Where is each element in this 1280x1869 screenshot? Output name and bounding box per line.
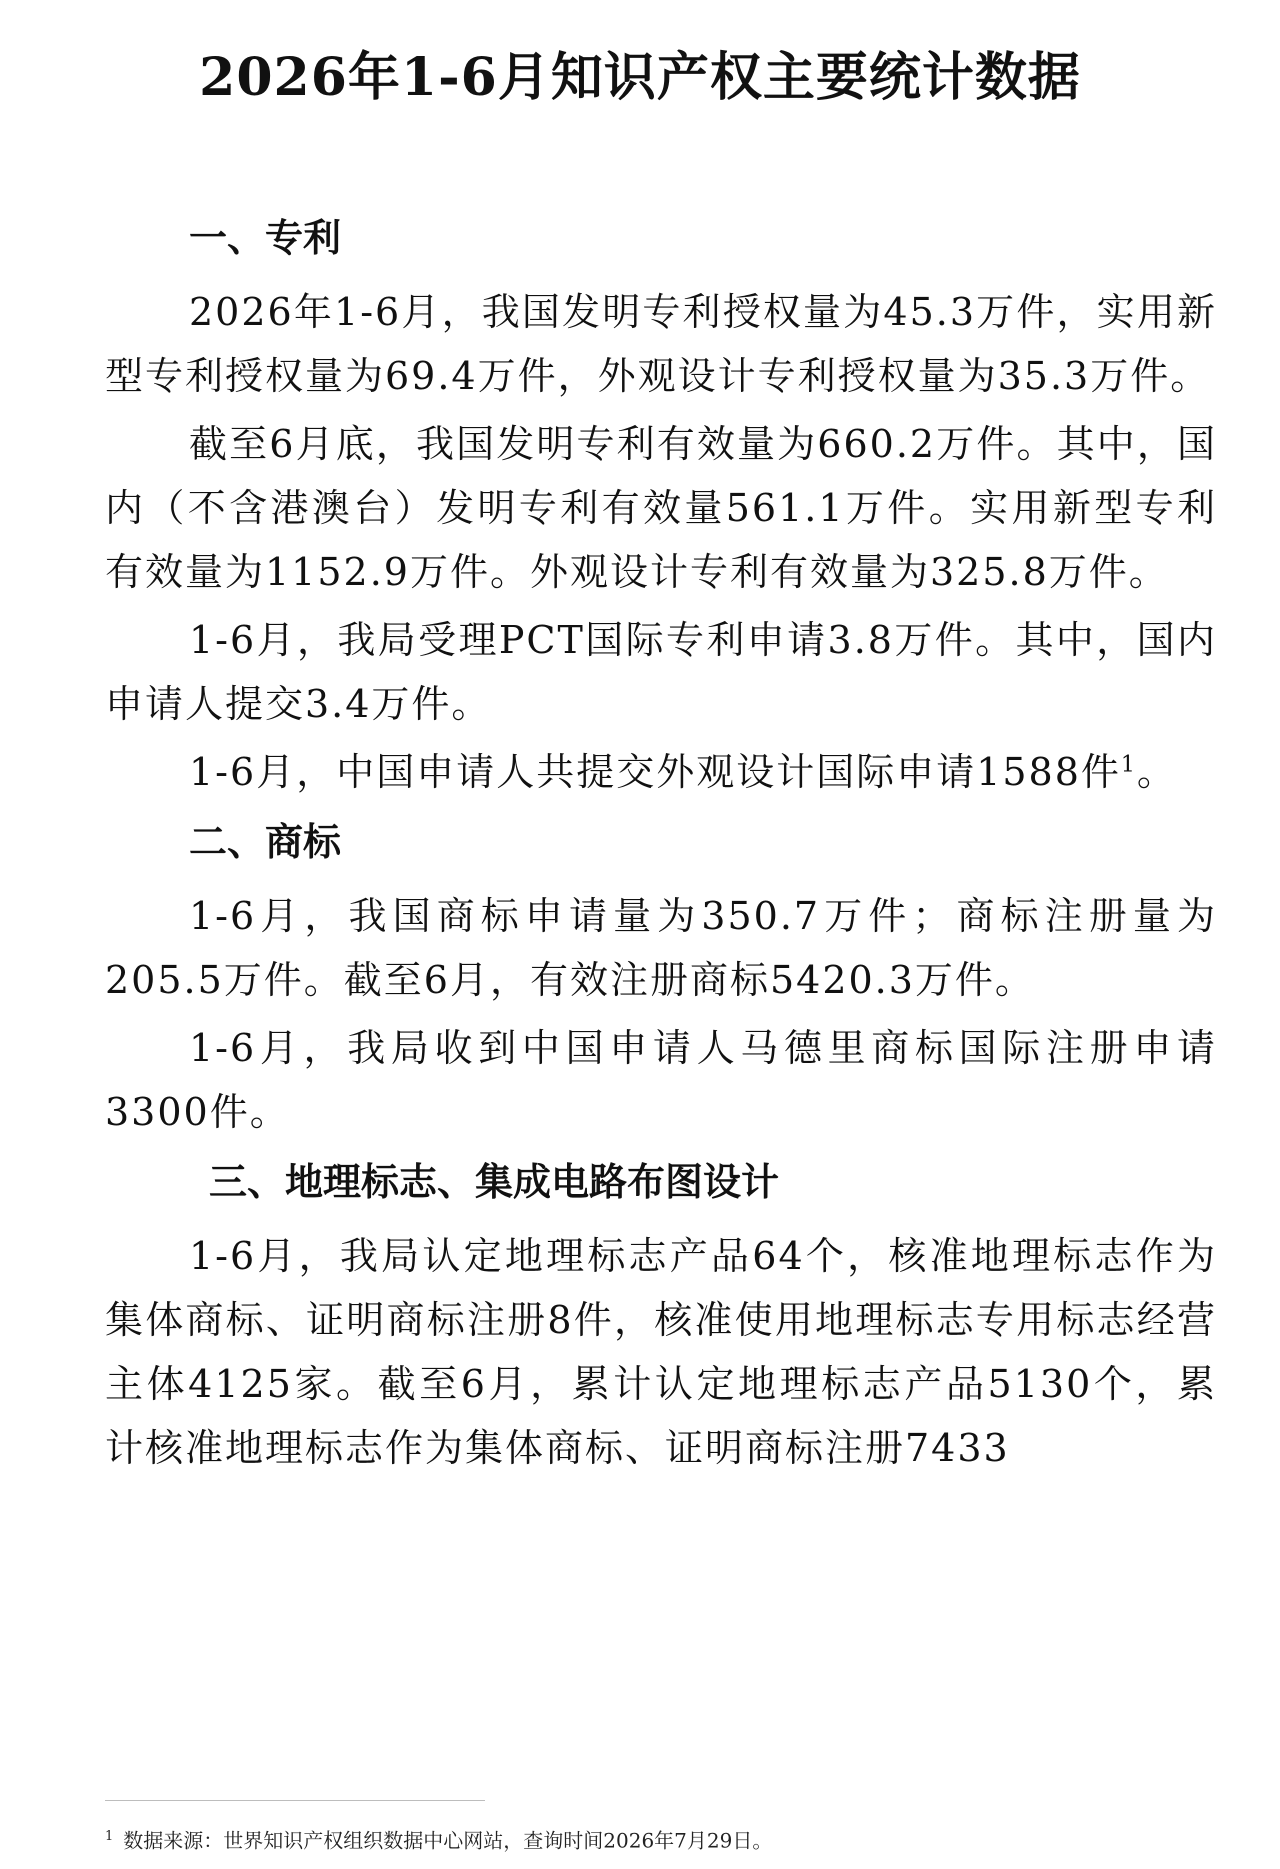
madrid-application-paragraph: 1-6月，我局收到中国申请人马德里商标国际注册申请3300件。: [105, 1026, 1217, 1134]
pct-application-paragraph: 1-6月，我局受理PCT国际专利申请3.8万件。其中，国内申请人提交3.4万件。: [105, 618, 1217, 726]
design-application-end: 。: [1136, 750, 1177, 794]
section-heading-patent: 一、专利: [189, 215, 342, 260]
geo-indication-paragraph: 1-6月，我局认定地理标志产品64个，核准地理标志作为集体商标、证明商标注册8件，核准使用地理标志专用标志经营主体4125家。截至6月，累计认定地理标志产品5130个，累计核准地理标志作为集体商标、证明商标注册7433: [105, 1234, 1217, 1470]
patent-grant-paragraph: 2026年1-6月，我国发明专利授权量为45.3万件，实用新型专利授权量为69.4万件，外观设计专利授权量为35.3万件。: [105, 290, 1217, 398]
document-body: [105, 200, 1217, 1480]
footnote-text: 数据来源：世界知识产权组织数据中心网站，查询时间2026年7月29日。: [123, 1828, 773, 1853]
footnote-divider: [105, 1800, 485, 1801]
trademark-application-paragraph: 1-6月，我国商标申请量为350.7万件；商标注册量为205.5万件。截至6月，有效注册商标5420.3万件。: [105, 894, 1217, 1002]
design-application-paragraph: [105, 740, 1217, 804]
design-application-text: 1-6月，中国申请人共提交外观设计国际申请1588件: [189, 750, 1121, 794]
page-title: 2026年1-6月知识产权主要统计数据: [199, 47, 1081, 108]
footnote-mark: 1: [105, 1829, 114, 1844]
section-heading-geo-ic: 三、地理标志、集成电路布图设计: [209, 1159, 780, 1204]
section-heading-trademark: 二、商标: [189, 819, 342, 864]
patent-validity-paragraph: 截至6月底，我国发明专利有效量为660.2万件。其中，国内（不含港澳台）发明专利有效量561.1万件。实用新型专利有效量为1152.9万件。外观设计专利有效量为325.8万件。: [105, 422, 1217, 594]
footnote-reference[interactable]: 1: [1120, 752, 1137, 778]
footnote: [105, 1822, 772, 1856]
